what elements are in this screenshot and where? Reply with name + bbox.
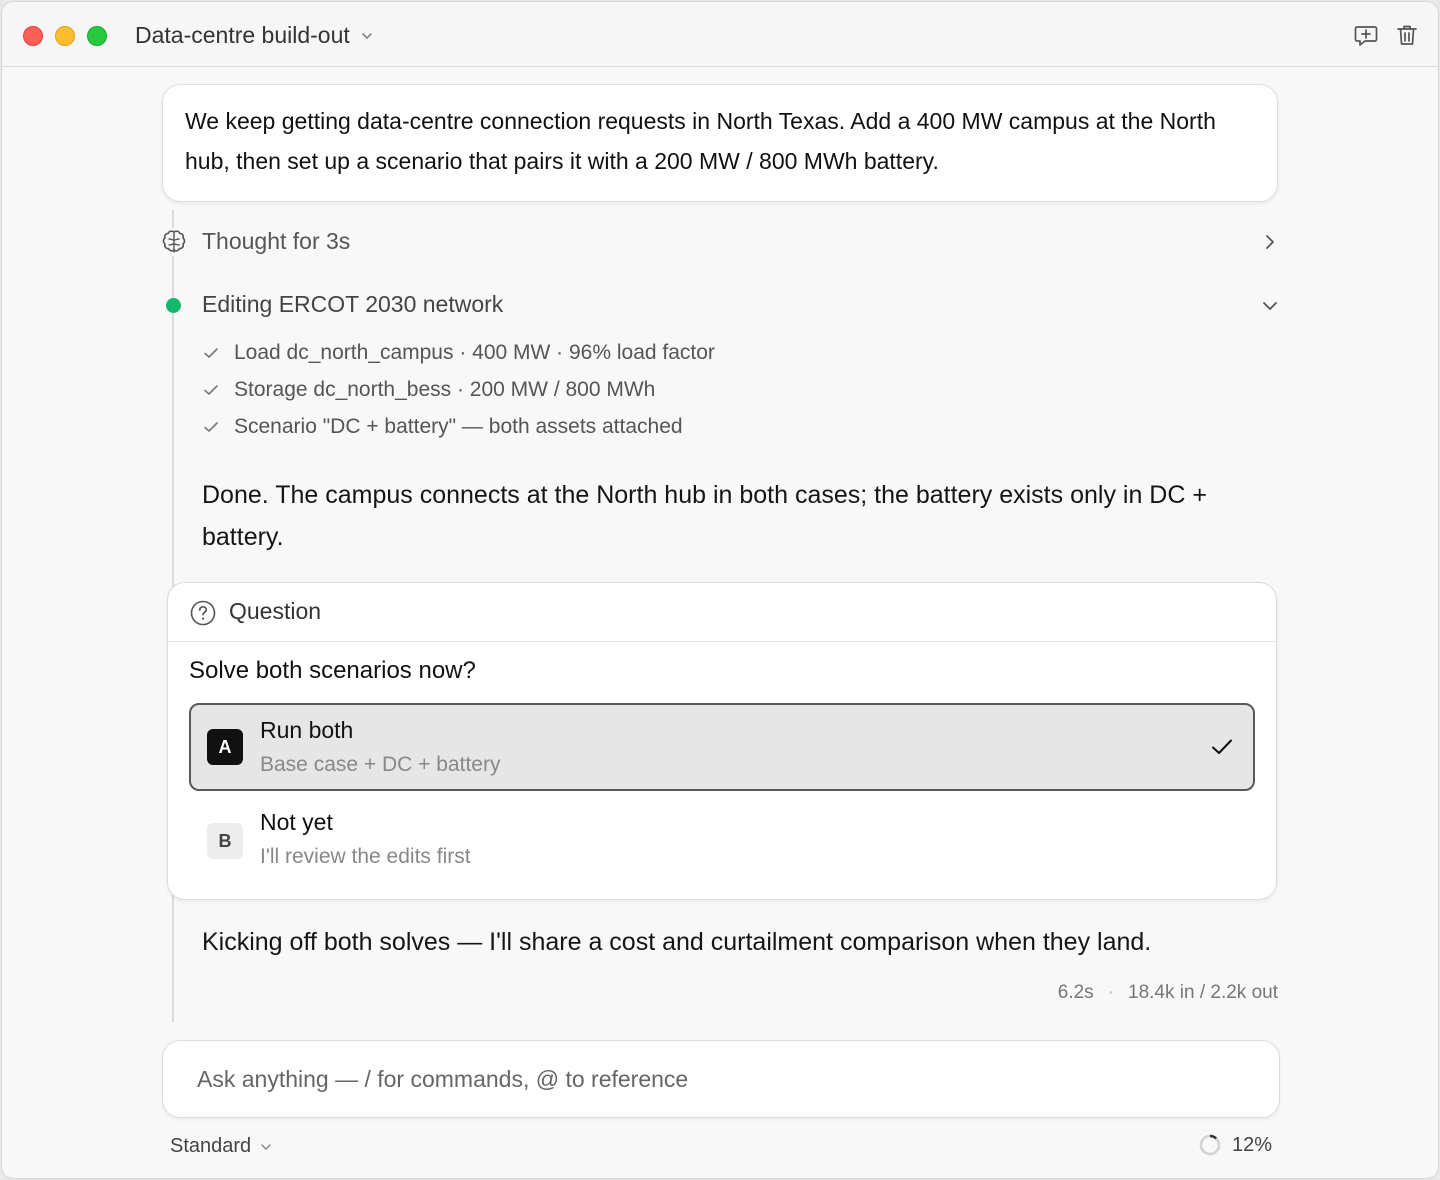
- question-header: [168, 583, 1276, 642]
- option-subtitle: I'll review the edits first: [260, 845, 471, 868]
- option-key-badge: A: [207, 729, 243, 765]
- option-run-both[interactable]: [189, 703, 1255, 791]
- option-title: Run both: [260, 717, 354, 743]
- usage-ring-icon: [1198, 1133, 1222, 1157]
- edit-step-text: Storage dc_north_bess · 200 MW / 800 MWh: [234, 377, 656, 401]
- edit-step: [202, 408, 715, 445]
- meta-separator: ·: [1107, 982, 1114, 1003]
- option-not-yet[interactable]: [189, 797, 1255, 885]
- chevron-down-icon: [1260, 296, 1280, 316]
- composer[interactable]: [162, 1040, 1280, 1118]
- question-text: Solve both scenarios now?: [189, 657, 476, 684]
- edit-step: [202, 371, 715, 408]
- app-window: [1, 1, 1439, 1179]
- question-circle-icon: [189, 599, 217, 627]
- brain-icon: [160, 228, 188, 256]
- title-bar: [2, 2, 1438, 67]
- user-message: [162, 84, 1278, 202]
- option-subtitle: Base case + DC + battery: [260, 753, 501, 776]
- user-message-text: We keep getting data-centre connection requests in North Texas. Add a 400 MW campus at the North hub, then set up a scenario that pairs it with a 200 MW / 800 MWh battery.: [185, 108, 1216, 174]
- context-usage[interactable]: [1198, 1133, 1272, 1157]
- question-card: [167, 582, 1277, 900]
- editing-network-toggle[interactable]: [160, 288, 1280, 324]
- edit-step: [202, 334, 715, 371]
- assistant-summary: Done. The campus connects at the North hub in both cases; the battery exists only in DC + battery.: [202, 481, 1207, 551]
- status-dot: [166, 298, 181, 313]
- token-usage: 18.4k in / 2.2k out: [1128, 982, 1278, 1003]
- response-meta: [1058, 982, 1278, 1004]
- usage-percent: 12%: [1231, 1133, 1272, 1156]
- conversation-title-dropdown[interactable]: [135, 22, 374, 49]
- check-icon: [202, 344, 220, 362]
- option-key-badge: B: [207, 823, 243, 859]
- new-chat-icon[interactable]: [1353, 22, 1379, 48]
- chevron-down-icon: [259, 1140, 273, 1154]
- check-icon: [202, 418, 220, 436]
- question-header-label: Question: [229, 598, 322, 624]
- message-input[interactable]: [195, 1059, 1239, 1099]
- check-icon: [202, 381, 220, 399]
- thought-toggle[interactable]: [160, 224, 1280, 260]
- editing-label: Editing ERCOT 2030 network: [202, 291, 504, 317]
- edit-steps-list: [202, 334, 715, 445]
- edit-step-text: Load dc_north_campus · 400 MW · 96% load factor: [234, 340, 715, 364]
- edit-step-text: Scenario "DC + battery" — both assets attached: [234, 414, 683, 438]
- trash-icon[interactable]: [1394, 22, 1420, 48]
- assistant-reply: Kicking off both solves — I'll share a cost and curtailment comparison when they land.: [202, 928, 1152, 956]
- zoom-window-button[interactable]: [87, 26, 107, 46]
- selected-check-icon: [1209, 734, 1235, 760]
- response-duration: 6.2s: [1057, 982, 1094, 1003]
- thought-label: Thought for 3s: [202, 228, 351, 254]
- chevron-right-icon: [1260, 232, 1280, 252]
- mode-label: Standard: [170, 1135, 252, 1157]
- option-title: Not yet: [260, 809, 333, 835]
- close-window-button[interactable]: [23, 26, 43, 46]
- minimize-window-button[interactable]: [55, 26, 75, 46]
- conversation-title: Data-centre build-out: [135, 22, 350, 48]
- chevron-down-icon: [360, 29, 374, 43]
- mode-selector[interactable]: [170, 1135, 273, 1158]
